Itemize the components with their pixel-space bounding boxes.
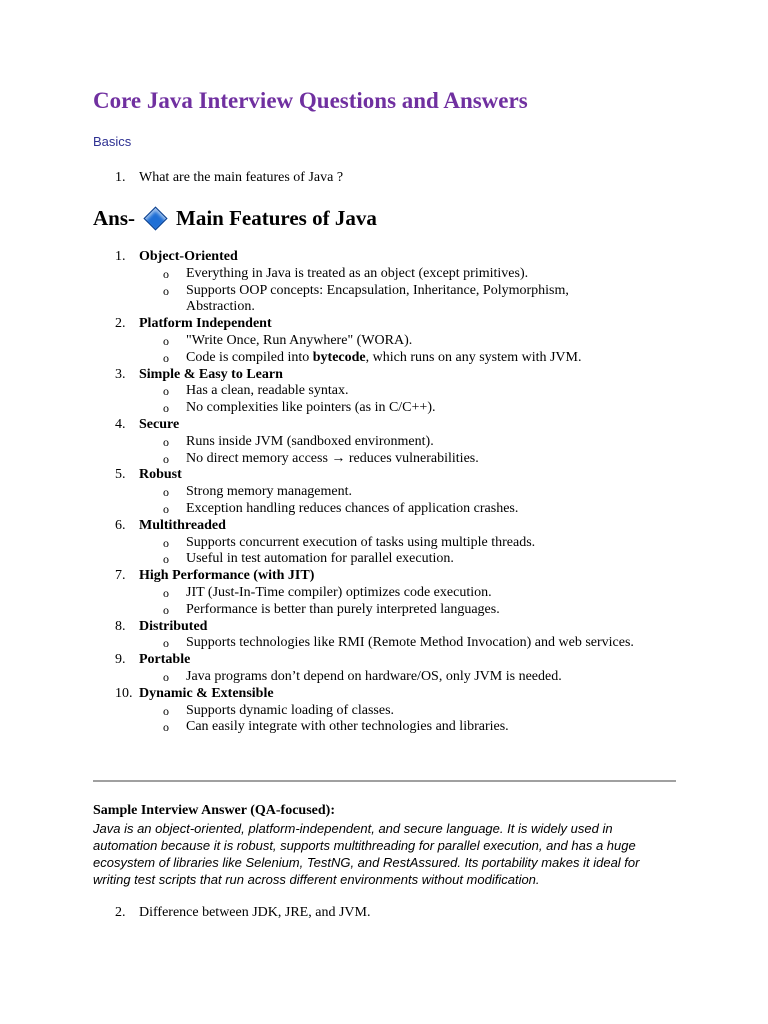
feature-bullet xyxy=(115,350,635,367)
feature-item xyxy=(115,568,635,618)
feature-item xyxy=(115,367,635,417)
answer-heading-text: Main Features of Java xyxy=(176,206,377,230)
feature-title xyxy=(115,249,635,266)
bullet-marker-icon: o xyxy=(163,602,169,617)
feature-bullet xyxy=(115,266,635,283)
bullet-text: Supports dynamic loading of classes. xyxy=(186,702,395,718)
bullet-text: Code is compiled into bytecode, which runs on any system with JVM. xyxy=(186,349,582,365)
feature-item xyxy=(115,467,635,517)
feature-label: High Performance (with JIT) xyxy=(139,568,315,584)
bullet-marker-icon: o xyxy=(163,501,169,516)
bullet-text: Supports concurrent execution of tasks using multiple threads. xyxy=(186,534,536,550)
feature-bullet xyxy=(115,501,635,518)
bullet-marker-icon: o xyxy=(163,669,169,684)
feature-title xyxy=(115,619,635,636)
bullet-text: Has a clean, readable syntax. xyxy=(186,383,349,399)
bullet-marker-icon: o xyxy=(163,350,169,365)
bullet-marker-icon: o xyxy=(163,485,169,500)
bullet-text: Useful in test automation for parallel execution. xyxy=(186,551,454,567)
feature-number: 7. xyxy=(115,568,126,584)
feature-title xyxy=(115,686,635,703)
sample-answer-text: Java is an object-oriented, platform-independent, and secure language. It is widely used in automation because it is robust, supports multithreading for parallel execution, and has a huge ecosystem of libraries like Selenium, TestNG, and RestAssured. Its portability makes it ideal for writing test scripts that run across different environments without modification. xyxy=(93,821,640,887)
bullet-marker-icon: o xyxy=(163,451,169,466)
bullet-text: JIT (Just-In-Time compiler) optimizes code execution. xyxy=(186,584,492,600)
feature-label: Multithreaded xyxy=(139,517,226,533)
section-heading: Basics xyxy=(93,134,132,149)
bullet-text: Performance is better than purely interpreted languages. xyxy=(186,601,500,617)
feature-label: Portable xyxy=(139,652,191,668)
feature-bullet xyxy=(115,400,635,417)
feature-label: Robust xyxy=(139,467,182,483)
feature-bullet xyxy=(115,551,635,568)
feature-number: 6. xyxy=(115,517,126,533)
bullet-text: "Write Once, Run Anywhere" (WORA). xyxy=(186,332,413,348)
feature-item xyxy=(115,619,635,653)
feature-title xyxy=(115,652,635,669)
feature-bullet xyxy=(115,635,635,652)
feature-item xyxy=(115,249,635,316)
feature-title xyxy=(115,518,635,535)
feature-item xyxy=(115,316,635,366)
question-number: 2. xyxy=(115,905,126,920)
bullet-marker-icon: o xyxy=(163,703,169,718)
question-number: 1. xyxy=(115,170,126,185)
feature-item xyxy=(115,652,635,686)
feature-title xyxy=(115,568,635,585)
bullet-marker-icon: o xyxy=(163,384,169,399)
feature-item xyxy=(115,686,635,736)
feature-title xyxy=(115,316,635,333)
feature-number: 9. xyxy=(115,652,126,668)
feature-bullet xyxy=(115,383,635,400)
feature-number: 8. xyxy=(115,618,126,634)
page-title: Core Java Interview Questions and Answers xyxy=(93,88,528,113)
feature-bullet xyxy=(115,669,635,686)
bullet-text: Runs inside JVM (sandboxed environment). xyxy=(186,433,434,449)
question-1 xyxy=(115,170,343,186)
feature-bullet xyxy=(115,535,635,552)
bullet-marker-icon: o xyxy=(163,434,169,449)
features-list xyxy=(115,249,635,736)
bullet-marker-icon: o xyxy=(163,552,169,567)
feature-number: 3. xyxy=(115,366,126,382)
bullet-marker-icon: o xyxy=(163,720,169,735)
feature-label: Distributed xyxy=(139,618,208,634)
feature-number: 1. xyxy=(115,249,126,264)
bullet-marker-icon: o xyxy=(163,535,169,550)
answer-heading xyxy=(93,206,377,231)
bullet-text: No complexities like pointers (as in C/C++). xyxy=(186,400,436,416)
feature-label: Object-Oriented xyxy=(139,249,238,264)
feature-title xyxy=(115,467,635,484)
feature-label: Secure xyxy=(139,416,180,432)
question-text: Difference between JDK, JRE, and JVM. xyxy=(139,905,371,920)
feature-bullet xyxy=(115,602,635,619)
question-2 xyxy=(115,905,370,921)
blue-diamond-icon xyxy=(143,206,167,230)
feature-item xyxy=(115,417,635,467)
feature-bullet xyxy=(115,283,635,317)
feature-label: Dynamic & Extensible xyxy=(139,685,274,701)
feature-item xyxy=(115,518,635,568)
bullet-text: Strong memory management. xyxy=(186,484,353,500)
bullet-text: Exception handling reduces chances of application crashes. xyxy=(186,500,519,516)
bullet-marker-icon: o xyxy=(163,636,169,651)
feature-label: Platform Independent xyxy=(139,316,272,332)
answer-prefix: Ans- xyxy=(93,206,136,230)
bullet-text: Can easily integrate with other technologies and libraries. xyxy=(186,719,509,735)
horizontal-divider xyxy=(93,780,676,782)
bullet-marker-icon: o xyxy=(163,283,169,298)
feature-number: 10. xyxy=(115,685,133,701)
bullet-marker-icon: o xyxy=(163,333,169,348)
feature-bullet xyxy=(115,484,635,501)
feature-bullet xyxy=(115,719,635,736)
feature-bullet xyxy=(115,703,635,720)
feature-bullet xyxy=(115,434,635,451)
bullet-text: No direct memory access → reduces vulnerabilities. xyxy=(186,450,479,466)
feature-label: Simple & Easy to Learn xyxy=(139,366,283,382)
feature-bullet xyxy=(115,585,635,602)
bullet-text: Java programs don’t depend on hardware/OS, only JVM is needed. xyxy=(186,668,562,684)
sample-answer-label: Sample Interview Answer (QA-focused): xyxy=(93,803,335,818)
bullet-text: Everything in Java is treated as an object (except primitives). xyxy=(186,265,529,281)
feature-bullet xyxy=(115,333,635,350)
feature-title xyxy=(115,417,635,434)
bullet-marker-icon: o xyxy=(163,266,169,281)
feature-number: 4. xyxy=(115,416,126,432)
bullet-text: Supports OOP concepts: Encapsulation, Inheritance, Polymorphism, Abstraction. xyxy=(186,282,569,315)
bullet-marker-icon: o xyxy=(163,401,169,416)
feature-number: 5. xyxy=(115,467,126,483)
bullet-marker-icon: o xyxy=(163,585,169,600)
bullet-text: Supports technologies like RMI (Remote Method Invocation) and web services. xyxy=(186,635,634,651)
feature-title xyxy=(115,367,635,384)
feature-number: 2. xyxy=(115,316,126,332)
feature-bullet xyxy=(115,451,635,468)
question-text: What are the main features of Java ? xyxy=(139,170,344,185)
